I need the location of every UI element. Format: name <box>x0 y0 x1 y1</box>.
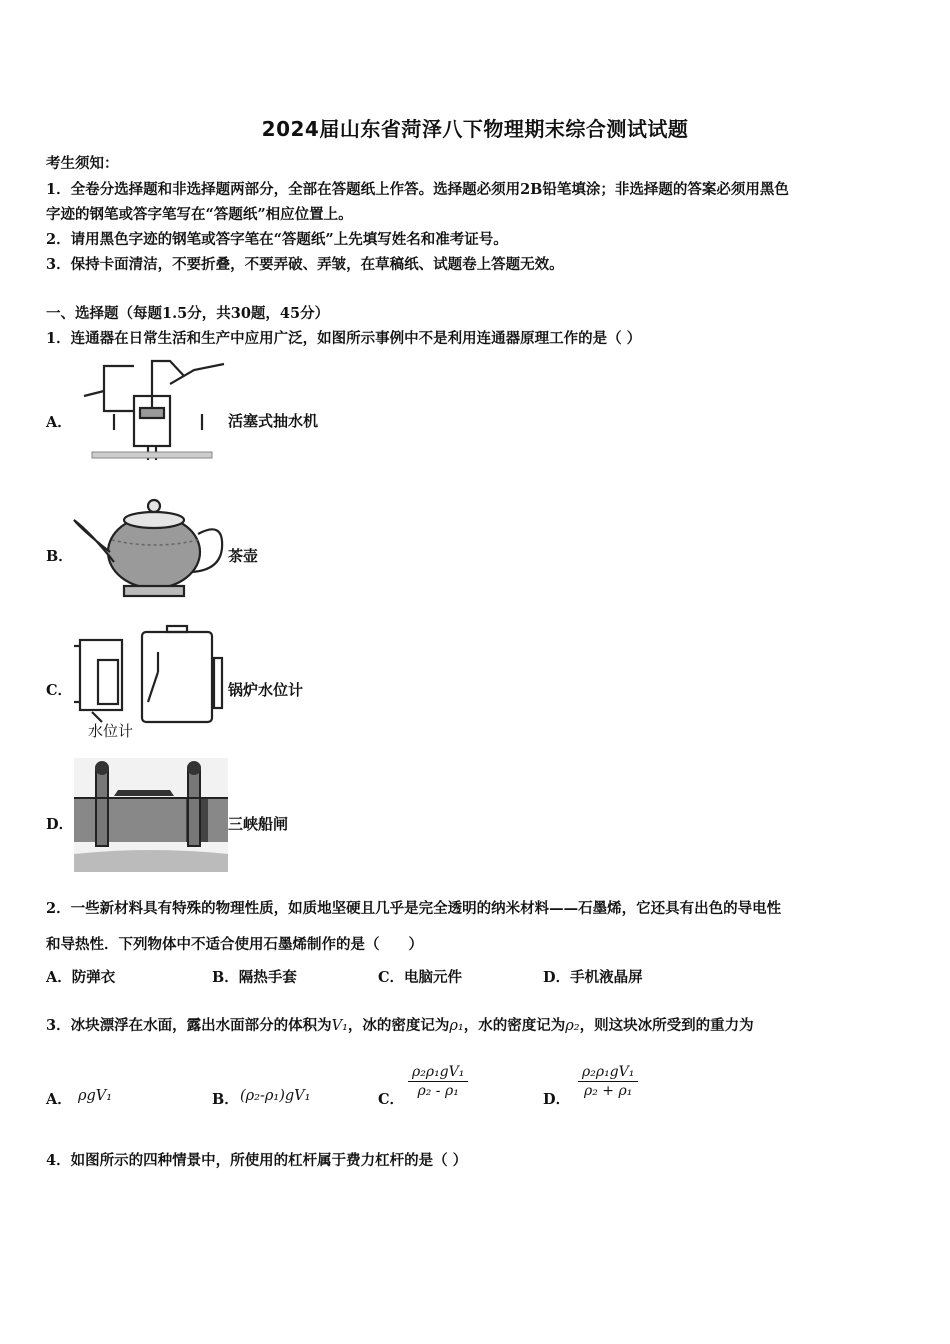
q1-option-c-label: C． <box>46 682 73 699</box>
q3-choice-d-denominator: ρ₂ + ρ₁ <box>584 1083 633 1099</box>
notice-heading: 考生须知： <box>46 155 119 172</box>
q1-option-d-label: D． <box>46 816 74 833</box>
q3-stem-c: ，水的密度记为 <box>463 1017 566 1034</box>
q2-choice-d: D．手机液晶屏 <box>543 969 643 986</box>
q2-choice-b: B．隔热手套 <box>212 969 297 986</box>
q1-option-c-caption: 水位计 <box>88 722 134 740</box>
q3-rho1: ρ₁ <box>449 1018 464 1034</box>
section-heading: 一、选择题（每题1.5分，共30题，45分） <box>46 305 330 322</box>
q3-choice-b-expr: (ρ₂-ρ₁)gV₁ <box>240 1088 311 1104</box>
page-title: 2024届山东省菏泽八下物理期末综合测试试题 <box>261 117 689 141</box>
notice-line-4: 3．保持卡面清洁，不要折叠，不要弄破、弄皱，在草稿纸、试题卷上答题无效。 <box>46 256 564 273</box>
teapot-icon <box>72 490 228 602</box>
q3-rho2: ρ₂ <box>565 1018 580 1034</box>
notice-line-1: 1．全卷分选择题和非选择题两部分，全部在答题纸上作答。选择题必须用2B铅笔填涂；非选择题的答案必须用黑色 <box>46 181 789 198</box>
q2-stem-line-2: 和导热性．下列物体中不适合使用石墨烯制作的是（ ） <box>46 936 423 953</box>
notice-line-2: 字迹的钢笔或答字笔写在“答题纸”相应位置上。 <box>46 206 353 223</box>
q2-stem-line-1: 2．一些新材料具有特殊的物理性质，如质地坚硬且几乎是完全透明的纳米材料——石墨烯，它还具有出色的导电性 <box>46 900 782 917</box>
ship-lock-icon <box>74 758 228 872</box>
q3-choice-c-denominator: ρ₂ - ρ₁ <box>417 1083 459 1099</box>
q4-stem: 4．如图所示的四种情景中，所使用的杠杆属于费力杠杆的是（ ） <box>46 1152 468 1169</box>
q3-choice-a-label: A． <box>46 1091 72 1108</box>
q3-choice-d-fraction <box>578 1064 638 1099</box>
q1-option-a-label: A． <box>46 414 72 431</box>
q3-v1: V₁ <box>331 1018 348 1034</box>
q3-stem-a: 3．冰块漂浮在水面，露出水面部分的体积为 <box>46 1017 332 1034</box>
q1-option-b-text: 茶壶 <box>228 547 259 565</box>
q3-choice-d-numerator: ρ₂ρ₁gV₁ <box>578 1064 638 1082</box>
q3-stem-d: ，则这块冰所受到的重力为 <box>579 1017 754 1034</box>
notice-line-3: 2．请用黑色字迹的钢笔或答字笔在“答题纸”上先填写姓名和准考证号。 <box>46 231 508 248</box>
q1-stem: 1．连通器在日常生活和生产中应用广泛，如图所示事例中不是利用连通器原理工作的是（ ） <box>46 330 642 347</box>
q3-choice-c-fraction <box>408 1064 468 1099</box>
q2-choice-c: C．电脑元件 <box>378 969 463 986</box>
q3-stem <box>46 1014 754 1035</box>
q1-option-c-text: 锅炉水位计 <box>228 681 304 699</box>
q3-choice-c-label: C． <box>378 1091 405 1108</box>
q1-option-a-text: 活塞式抽水机 <box>228 412 319 430</box>
q1-option-d-text: 三峡船闸 <box>228 815 289 833</box>
q2-choice-a: A．防弹衣 <box>46 969 116 986</box>
q3-choice-a-expr: ρgV₁ <box>78 1088 113 1104</box>
q3-choice-c-numerator: ρ₂ρ₁gV₁ <box>408 1064 468 1082</box>
piston-pump-icon <box>74 356 230 468</box>
q3-stem-b: ，冰的密度记为 <box>347 1017 450 1034</box>
q1-option-b-label: B． <box>46 548 73 565</box>
q3-choice-d-label: D． <box>543 1091 571 1108</box>
q3-choice-b-label: B． <box>212 1091 239 1108</box>
